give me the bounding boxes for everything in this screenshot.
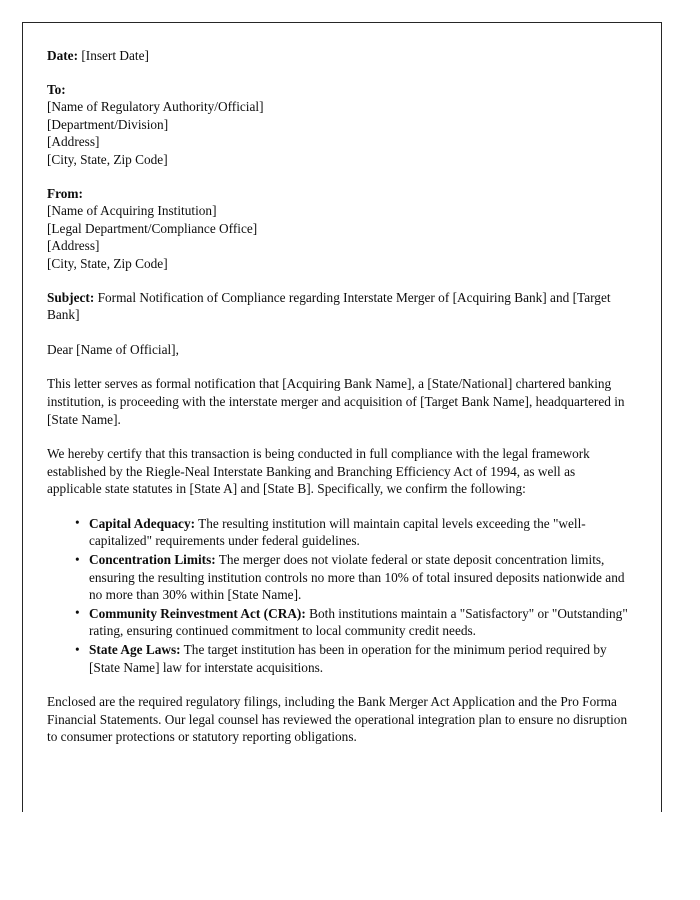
date-value: [Insert Date] bbox=[81, 48, 149, 63]
bullet-term: Concentration Limits: bbox=[89, 552, 216, 568]
bullet-text: The resulting institution will maintain capital levels exceeding the "well-capitalized" requirements under federal guidelines. bbox=[89, 515, 586, 549]
from-line-3: [Address] bbox=[47, 238, 100, 254]
salutation: Dear [Name of Official], bbox=[47, 341, 179, 357]
to-line-2: [Department/Division] bbox=[47, 116, 169, 132]
list-item bbox=[75, 551, 629, 604]
from-line-4: [City, State, Zip Code] bbox=[47, 255, 168, 271]
bullet-text: The merger does not violate federal or state deposit concentration limits, ensuring the resulting institution controls no more than 10% of total insured deposits nationwide and no more than 30% within [State Name]. bbox=[89, 552, 625, 603]
bullet-term: Community Reinvestment Act (CRA): bbox=[89, 605, 306, 621]
to-label: To: bbox=[47, 81, 66, 97]
document-body bbox=[23, 23, 661, 746]
date-label: Date: bbox=[47, 48, 79, 63]
bullet-term: Capital Adequacy: bbox=[89, 515, 196, 531]
to-line-4: [City, State, Zip Code] bbox=[47, 151, 168, 167]
subject-block bbox=[47, 289, 632, 324]
compliance-list bbox=[47, 515, 639, 676]
bullet-text: The target institution has been in operation for the minimum period required by [State Name] law for interstate acquisitions. bbox=[89, 642, 607, 675]
document-page bbox=[22, 22, 662, 812]
subject-value: Formal Notification of Compliance regarding Interstate Merger of [Acquiring Bank] and [Target Bank] bbox=[47, 289, 611, 323]
sender-block bbox=[47, 185, 639, 273]
list-item bbox=[75, 641, 629, 676]
list-item bbox=[75, 515, 629, 550]
from-line-2: [Legal Department/Compliance Office] bbox=[47, 220, 258, 236]
subject-label: Subject: bbox=[47, 289, 95, 305]
list-item bbox=[75, 605, 629, 640]
body-paragraph-1: This letter serves as formal notification that [Acquiring Bank Name], a [State/National] chartered banking institution, is proceeding with the interstate merger and acquisition of [Target Bank Name], headquartered in [State Name]. bbox=[47, 376, 625, 427]
from-label: From: bbox=[47, 185, 83, 201]
from-line-1: [Name of Acquiring Institution] bbox=[47, 203, 217, 219]
body-paragraph-2: We hereby certify that this transaction is being conducted in full compliance with the legal framework established by the Riegle-Neal Interstate Banking and Branching Efficiency Act of 1994, as well as applicable state statutes in [State A] and [State B]. Specifically, we confirm the following: bbox=[47, 446, 590, 497]
body-paragraph-3: Enclosed are the required regulatory filings, including the Bank Merger Act Application and the Pro Forma Financial Statements. Our legal counsel has reviewed the operational integration plan to ensure no disruption to consumer protections or statutory reporting obligations. bbox=[47, 694, 628, 745]
bullet-text: Both institutions maintain a "Satisfactory" or "Outstanding" rating, ensuring continued commitment to local community credit needs. bbox=[89, 605, 628, 639]
recipient-block bbox=[47, 81, 639, 169]
date-block bbox=[47, 47, 639, 65]
to-line-3: [Address] bbox=[47, 134, 100, 150]
bullet-term: State Age Laws: bbox=[89, 642, 181, 658]
to-line-1: [Name of Regulatory Authority/Official] bbox=[47, 99, 264, 115]
